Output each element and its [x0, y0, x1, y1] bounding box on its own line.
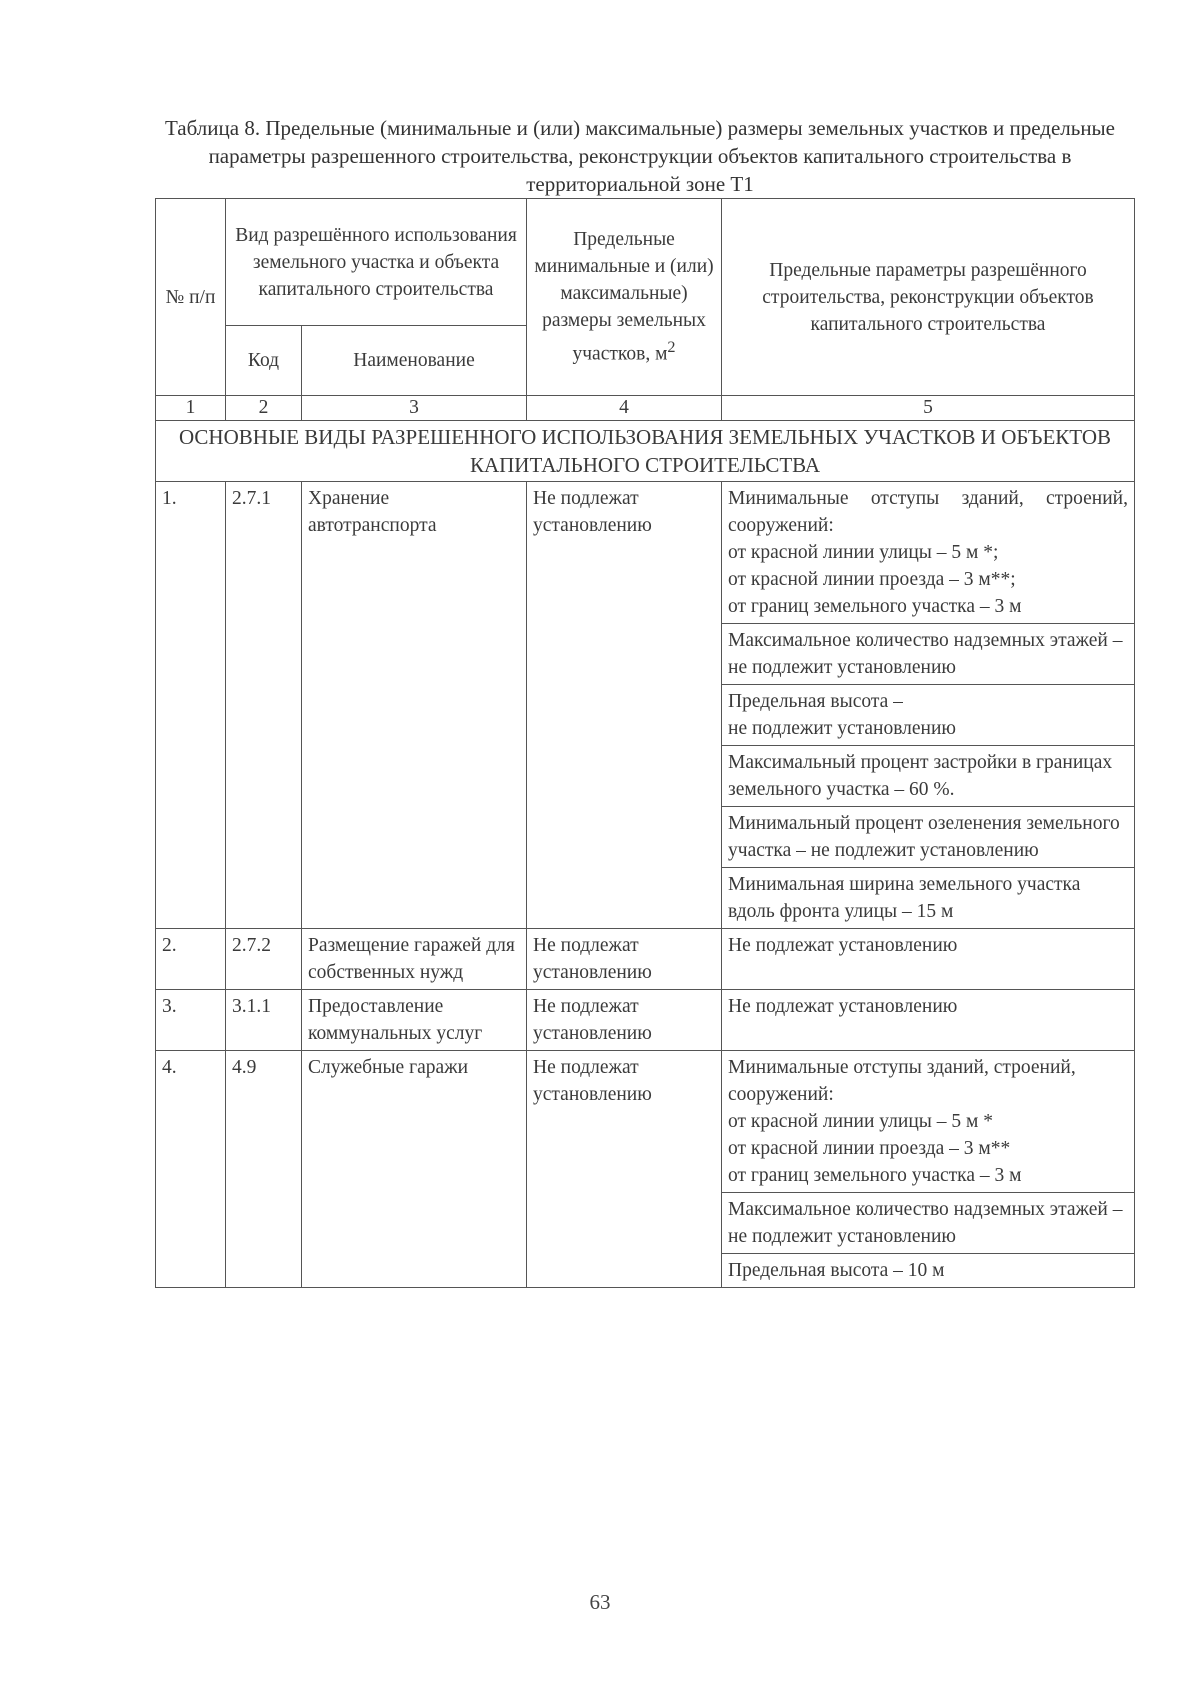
header-vid: Вид разрешённого использования земельного участка и объекта капитального строительства: [226, 199, 527, 326]
row-size: Не подлежат установлению: [527, 1051, 722, 1288]
header-sizes: [527, 199, 722, 396]
page-number: 63: [589, 1590, 611, 1614]
row-params: Не подлежат установлению: [722, 990, 1135, 1051]
param-block: [722, 745, 1134, 806]
row-name: Предоставление коммунальных услуг: [302, 990, 527, 1051]
row-code: 2.7.2: [226, 929, 302, 990]
param-block: [722, 1051, 1134, 1192]
row-name: Хранение автотранспорта: [302, 482, 527, 929]
row-size: Не подлежат установлению: [527, 990, 722, 1051]
row-num: 3.: [156, 990, 226, 1051]
column-numbers-row: [156, 396, 1135, 421]
col-number-1: 1: [156, 396, 226, 421]
col-number-4: 4: [527, 396, 722, 421]
col-number-2: 2: [226, 396, 302, 421]
row-size: Не подлежат установлению: [527, 482, 722, 929]
table-caption: Таблица 8. Предельные (минимальные и (или) максимальные) размеры земельных участков и предельные параметры разрешенного строительства, реконструкции объектов капитального строительства в территориальной зоне Т1: [165, 116, 1115, 196]
param-line: Максимальный процент застройки в границах земельного участка – 60 %.: [728, 752, 1113, 800]
param-line: Минимальный процент озеленения земельного участка – не подлежит установлению: [728, 813, 1120, 861]
row-params: Не подлежат установлению: [722, 929, 1135, 990]
header-row-1: [156, 199, 1135, 326]
header-code: Код: [226, 326, 302, 396]
param-line: Максимальное количество надземных этажей – не подлежит установлению: [728, 1199, 1123, 1247]
param-block: [722, 623, 1134, 684]
row-num: 1.: [156, 482, 226, 929]
col-number-3: 3: [302, 396, 527, 421]
param-line: Минимальные отступы зданий, строений, сооружений:: [728, 488, 1128, 536]
param-line: Минимальные отступы зданий, строений, сооружений:: [728, 1057, 1076, 1105]
param-block: [722, 1253, 1134, 1287]
row-size: Не подлежат установлению: [527, 929, 722, 990]
row-num: 2.: [156, 929, 226, 990]
param-line: от границ земельного участка – 3 м: [728, 1165, 1022, 1186]
row-code: 3.1.1: [226, 990, 302, 1051]
param-block: [722, 684, 1134, 745]
table-row: [156, 1051, 1135, 1288]
param-block: [722, 482, 1134, 623]
param-block: [722, 1192, 1134, 1253]
table-row: [156, 929, 1135, 990]
row-num: 4.: [156, 1051, 226, 1288]
row-name: Служебные гаражи: [302, 1051, 527, 1288]
header-name: Наименование: [302, 326, 527, 396]
regulations-table: [155, 198, 1135, 1288]
param-line: от красной линии улицы – 5 м *: [728, 1111, 993, 1132]
section-title: ОСНОВНЫЕ ВИДЫ РАЗРЕШЕННОГО ИСПОЛЬЗОВАНИЯ ЗЕМЕЛЬНЫХ УЧАСТКОВ И ОБЪЕКТОВ КАПИТАЛЬНОГО СТРОИТЕЛЬСТВА: [156, 421, 1135, 482]
header-params: Предельные параметры разрешённого строительства, реконструкции объектов капитального строительства: [722, 199, 1135, 396]
param-block: [722, 867, 1134, 928]
param-line: не подлежит установлению: [728, 718, 956, 739]
param-line: Предельная высота – 10 м: [728, 1260, 945, 1281]
param-line: Максимальное количество надземных этажей – не подлежит установлению: [728, 630, 1123, 678]
param-line: от красной линии проезда – 3 м**: [728, 1138, 1011, 1159]
row-name: Размещение гаражей для собственных нужд: [302, 929, 527, 990]
param-line: Минимальная ширина земельного участка вдоль фронта улицы – 15 м: [728, 874, 1081, 922]
row-code: 2.7.1: [226, 482, 302, 929]
header-sizes-sup: 2: [667, 338, 676, 357]
param-block: [722, 806, 1134, 867]
section-row: [156, 421, 1135, 482]
param-line: от красной линии проезда – 3 м**;: [728, 569, 1016, 590]
header-num: № п/п: [156, 199, 226, 396]
param-line: от границ земельного участка – 3 м: [728, 596, 1022, 617]
row-params: [722, 1051, 1135, 1288]
param-line: от красной линии улицы – 5 м *;: [728, 542, 999, 563]
row-code: 4.9: [226, 1051, 302, 1288]
header-sizes-text: Предельные минимальные и (или) максимальные) размеры земельных участков, м: [534, 229, 714, 365]
col-number-5: 5: [722, 396, 1135, 421]
table-row: [156, 482, 1135, 929]
param-line: Предельная высота –: [728, 691, 903, 712]
table-row: [156, 990, 1135, 1051]
regulations-table-container: [155, 198, 1135, 1288]
row-params: [722, 482, 1135, 929]
